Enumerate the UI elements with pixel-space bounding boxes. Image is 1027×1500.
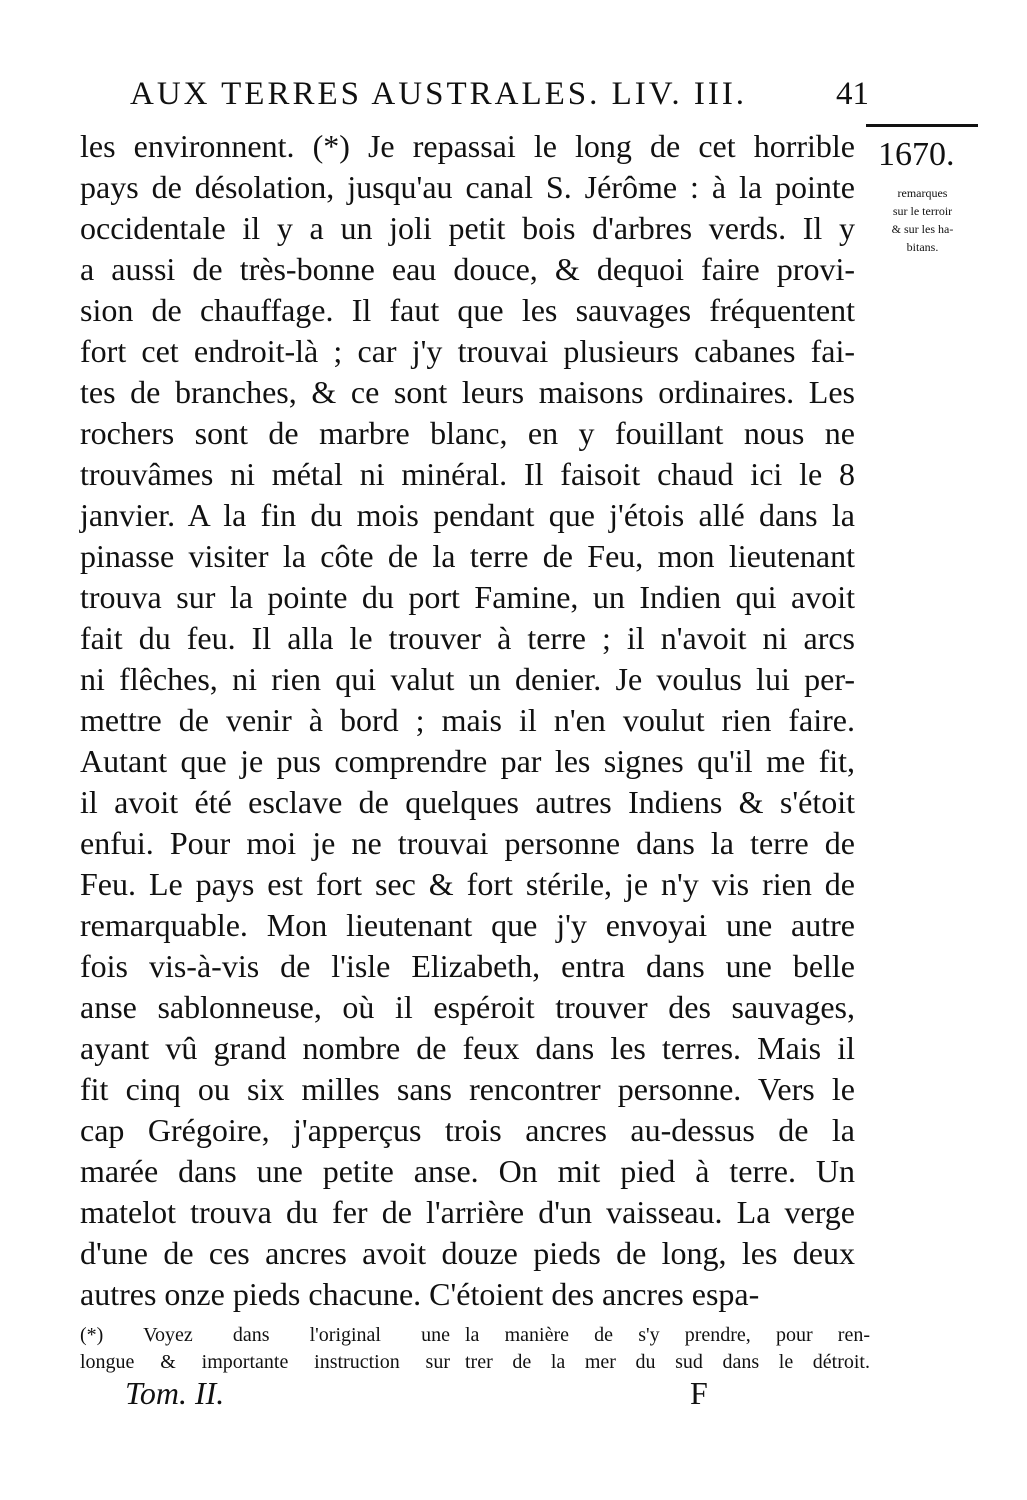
text-line: fort cet endroit-là ; car j'y trouvai plusieurs cabanes fai-: [80, 333, 855, 369]
text-line: anse sablonneuse, où il espéroit trouver des sauvages,: [80, 989, 855, 1025]
text-line: remarquable. Mon lieutenant que j'y envoyai une autre: [80, 907, 855, 943]
volume-signature: Tom. II.: [125, 1375, 225, 1411]
footnote-row: [80, 1322, 870, 1349]
margin-note-line: bitans.: [906, 240, 939, 254]
text-line: fit cinq ou six milles sans rencontrer personne. Vers le: [80, 1071, 855, 1107]
running-title: AUX TERRES AUSTRALES. LIV. III.: [130, 76, 748, 112]
footnote-row: [80, 1349, 870, 1376]
text-line: il avoit été esclave de quelques autres Indiens & s'étoit: [80, 784, 855, 820]
text-line: fois vis-à-vis de l'isle Elizabeth, entra dans une belle: [80, 948, 855, 984]
text-line: ni flêches, ni rien qui valut un denier. Je voulus lui per-: [80, 661, 855, 697]
text-line: mettre de venir à bord ; mais il n'en voulut rien faire.: [80, 702, 855, 738]
margin-note-line: remarques: [897, 186, 948, 200]
text-line: d'une de ces ancres avoit douze pieds de long, les deux: [80, 1235, 855, 1271]
margin-note-line: sur le terroir: [892, 204, 953, 218]
text-line: cap Grégoire, j'apperçus trois ancres au-dessus de la: [80, 1112, 855, 1148]
text-line: janvier. A la fin du mois pendant que j'étois allé dans la: [80, 497, 855, 533]
text-line: rochers sont de marbre blanc, en y fouillant nous ne: [80, 415, 855, 451]
margin-rule: [866, 124, 978, 127]
footnote-right-line: la manière de s'y prendre, pour ren-: [465, 1324, 870, 1346]
margin-note-line: & sur les ha-: [891, 222, 954, 236]
text-line: ayant vû grand nombre de feux dans les terres. Mais il: [80, 1030, 855, 1066]
text-line: Feu. Le pays est fort sec & fort stérile, je n'y vis rien de: [80, 866, 855, 902]
gathering-mark: F: [690, 1375, 708, 1411]
page-number: 41: [836, 76, 869, 112]
text-line: matelot trouva du fer de l'arrière d'un vaisseau. La verge: [80, 1194, 855, 1230]
body-text: [80, 126, 855, 1315]
text-line: marée dans une petite anse. On mit pied à terre. Un: [80, 1153, 855, 1189]
text-line: pinasse visiter la côte de la terre de Feu, mon lieutenant: [80, 538, 855, 574]
text-line: trouvâmes ni métal ni minéral. Il faisoit chaud ici le 8: [80, 456, 855, 492]
text-line: fait du feu. Il alla le trouver à terre ; il n'avoit ni arcs: [80, 620, 855, 656]
text-line: sion de chauffage. Il faut que les sauvages fréquentent: [80, 292, 855, 328]
footnote-left-line: longue & importante instruction sur: [80, 1351, 450, 1373]
text-line: Autant que je pus comprendre par les signes qu'il me fit,: [80, 743, 855, 779]
text-line: occidentale il y a un joli petit bois d'arbres verds. Il y: [80, 210, 855, 246]
text-line: a aussi de très-bonne eau douce, & dequoi faire provi-: [80, 251, 855, 287]
margin-year: 1670.: [878, 136, 955, 173]
text-line: trouva sur la pointe du port Famine, un Indien qui avoit: [80, 579, 855, 615]
footnote-right-line: trer de la mer du sud dans le détroit.: [465, 1351, 870, 1373]
text-line: pays de désolation, jusqu'au canal S. Jérôme : à la pointe: [80, 169, 855, 205]
text-line: enfui. Pour moi je ne trouvai personne dans la terre de: [80, 825, 855, 861]
text-line: autres onze pieds chacune. C'étoient des ancres espa-: [80, 1276, 760, 1312]
margin-note: [865, 184, 980, 256]
text-line: les environnent. (*) Je repassai le long de cet horrible: [80, 128, 855, 164]
footnote: [80, 1322, 870, 1376]
text-line: tes de branches, & ce sont leurs maisons ordinaires. Les: [80, 374, 855, 410]
footnote-left-line: (*) Voyez dans l'original une: [80, 1324, 450, 1346]
